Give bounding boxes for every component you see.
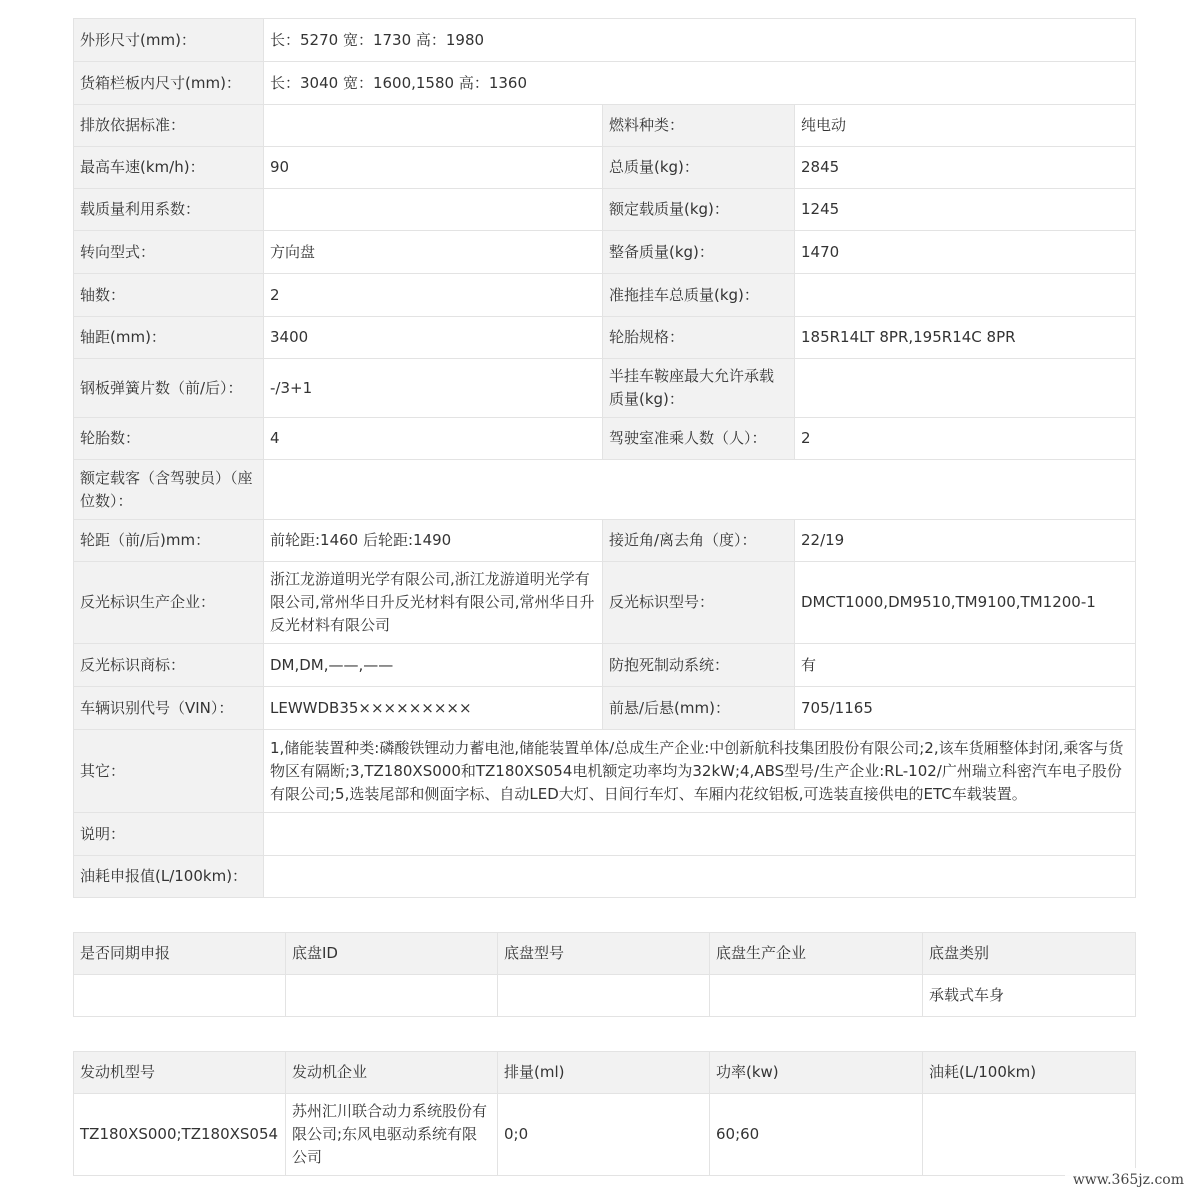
tires-value: 4 — [264, 418, 603, 460]
curb-mass-value: 1470 — [795, 231, 1136, 274]
saddle-value — [795, 359, 1136, 418]
gross-mass-value: 2845 — [795, 147, 1136, 189]
spec-row-vin — [74, 687, 1136, 730]
chassis-data-row — [74, 975, 1136, 1017]
chassis-cell: 承载式车身 — [923, 975, 1136, 1017]
reflect-model-value: DMCT1000,DM9510,TM9100,TM1200-1 — [795, 562, 1136, 644]
passenger-label: 额定载客（含驾驶员）（座位数）： — [74, 460, 264, 520]
spec-table — [73, 18, 1136, 898]
chassis-cell — [498, 975, 710, 1017]
spec-row-tires — [74, 418, 1136, 460]
engine-header-cell: 发动机企业 — [286, 1052, 498, 1094]
engine-cell: 0;0 — [498, 1094, 710, 1176]
wheelbase-value: 3400 — [264, 317, 603, 359]
spec-row-reflect — [74, 562, 1136, 644]
cargo-value: 长：3040 宽：1600,1580 高：1360 — [264, 62, 1136, 105]
engine-header-cell: 排量(ml) — [498, 1052, 710, 1094]
abs-label: 防抱死制动系统： — [603, 644, 795, 687]
cab-seats-label: 驾驶室准乘人数（人）： — [603, 418, 795, 460]
trailer-mass-value — [795, 274, 1136, 317]
spec-row-axles — [74, 274, 1136, 317]
load-coef-value — [264, 189, 603, 231]
dims-value: 长：5270 宽：1730 高：1980 — [264, 19, 1136, 62]
watermark: www.365jz.com — [1065, 1168, 1192, 1192]
spec-row-cargo — [74, 62, 1136, 105]
note-label: 说明： — [74, 813, 264, 856]
spec-row-note — [74, 813, 1136, 856]
overhang-value: 705/1165 — [795, 687, 1136, 730]
cargo-label: 货箱栏板内尺寸(mm)： — [74, 62, 264, 105]
dims-label: 外形尺寸(mm)： — [74, 19, 264, 62]
engine-header-cell: 发动机型号 — [74, 1052, 286, 1094]
reflect-mfr-value: 浙江龙游道明光学有限公司,浙江龙游道明光学有限公司,常州华日升反光材料有限公司,常州华日升反光材料有限公司 — [264, 562, 603, 644]
spec-row-emission — [74, 105, 1136, 147]
track-label: 轮距（前/后)mm： — [74, 520, 264, 562]
spring-value: -/3+1 — [264, 359, 603, 418]
axles-value: 2 — [264, 274, 603, 317]
engine-cell — [923, 1094, 1136, 1176]
reflect-model-label: 反光标识型号： — [603, 562, 795, 644]
fuel-report-value — [264, 856, 1136, 898]
fuel-value: 纯电动 — [795, 105, 1136, 147]
reflect-brand-label: 反光标识商标： — [74, 644, 264, 687]
engine-cell: TZ180XS000;TZ180XS054 — [74, 1094, 286, 1176]
tire-spec-label: 轮胎规格： — [603, 317, 795, 359]
engine-table — [73, 1051, 1136, 1176]
rated-load-value: 1245 — [795, 189, 1136, 231]
spec-row-brand — [74, 644, 1136, 687]
steering-value: 方向盘 — [264, 231, 603, 274]
axles-label: 轴数： — [74, 274, 264, 317]
chassis-header-cell: 底盘类别 — [923, 933, 1136, 975]
vin-label: 车辆识别代号（VIN）： — [74, 687, 264, 730]
other-label: 其它： — [74, 730, 264, 813]
spec-row-wheelbase — [74, 317, 1136, 359]
passenger-value — [264, 460, 1136, 520]
spec-row-other — [74, 730, 1136, 813]
emission-value — [264, 105, 603, 147]
tires-label: 轮胎数： — [74, 418, 264, 460]
engine-header-cell: 功率(kw) — [710, 1052, 923, 1094]
chassis-header-cell: 底盘ID — [286, 933, 498, 975]
reflect-brand-value: DM,DM,——,—— — [264, 644, 603, 687]
reflect-mfr-label: 反光标识生产企业： — [74, 562, 264, 644]
chassis-table — [73, 932, 1136, 1017]
spec-row-steering — [74, 231, 1136, 274]
load-coef-label: 载质量利用系数： — [74, 189, 264, 231]
steering-label: 转向型式： — [74, 231, 264, 274]
rated-load-label: 额定载质量(kg)： — [603, 189, 795, 231]
gross-mass-label: 总质量(kg)： — [603, 147, 795, 189]
engine-header-cell: 油耗(L/100km) — [923, 1052, 1136, 1094]
tire-spec-value: 185R14LT 8PR,195R14C 8PR — [795, 317, 1136, 359]
angle-label: 接近角/离去角（度）： — [603, 520, 795, 562]
chassis-header-cell: 底盘型号 — [498, 933, 710, 975]
spec-row-speed — [74, 147, 1136, 189]
note-value — [264, 813, 1136, 856]
chassis-header-cell: 是否同期申报 — [74, 933, 286, 975]
emission-label: 排放依据标准： — [74, 105, 264, 147]
chassis-header-cell: 底盘生产企业 — [710, 933, 923, 975]
fuel-report-label: 油耗申报值(L/100km)： — [74, 856, 264, 898]
overhang-label: 前悬/后悬(mm)： — [603, 687, 795, 730]
chassis-cell — [710, 975, 923, 1017]
engine-cell: 60;60 — [710, 1094, 923, 1176]
trailer-mass-label: 准拖挂车总质量(kg)： — [603, 274, 795, 317]
speed-label: 最高车速(km/h)： — [74, 147, 264, 189]
speed-value: 90 — [264, 147, 603, 189]
other-value: 1,储能装置种类:磷酸铁锂动力蓄电池,储能装置单体/总成生产企业:中创新航科技集团股份有限公司;2,该车货厢整体封闭,乘客与货物区有隔断;3,TZ180XS000和TZ180XS054电机额定功率均为32kW;4,ABS型号/生产企业:RL-102/广州瑞立科密汽车电子股份有限公司;5,选装尾部和侧面字标、自动LED大灯、日间行车灯、车厢内花纹铝板,可选装直接供电的ETC车载装置。 — [264, 730, 1136, 813]
vin-value: LEWWDB35××××××××× — [264, 687, 603, 730]
engine-header-row — [74, 1052, 1136, 1094]
angle-value: 22/19 — [795, 520, 1136, 562]
spec-row-track — [74, 520, 1136, 562]
fuel-label: 燃料种类： — [603, 105, 795, 147]
spring-label: 钢板弹簧片数（前/后）： — [74, 359, 264, 418]
wheelbase-label: 轴距(mm)： — [74, 317, 264, 359]
chassis-header-row — [74, 933, 1136, 975]
abs-value: 有 — [795, 644, 1136, 687]
curb-mass-label: 整备质量(kg)： — [603, 231, 795, 274]
chassis-cell — [286, 975, 498, 1017]
chassis-cell — [74, 975, 286, 1017]
saddle-label: 半挂车鞍座最大允许承载质量(kg)： — [603, 359, 795, 418]
spec-row-dims — [74, 19, 1136, 62]
engine-data-row — [74, 1094, 1136, 1176]
track-value: 前轮距:1460 后轮距:1490 — [264, 520, 603, 562]
spec-row-spring — [74, 359, 1136, 418]
spec-row-fuel-report — [74, 856, 1136, 898]
spec-row-load — [74, 189, 1136, 231]
engine-cell: 苏州汇川联合动力系统股份有限公司;东风电驱动系统有限公司 — [286, 1094, 498, 1176]
cab-seats-value: 2 — [795, 418, 1136, 460]
spec-row-passenger — [74, 460, 1136, 520]
